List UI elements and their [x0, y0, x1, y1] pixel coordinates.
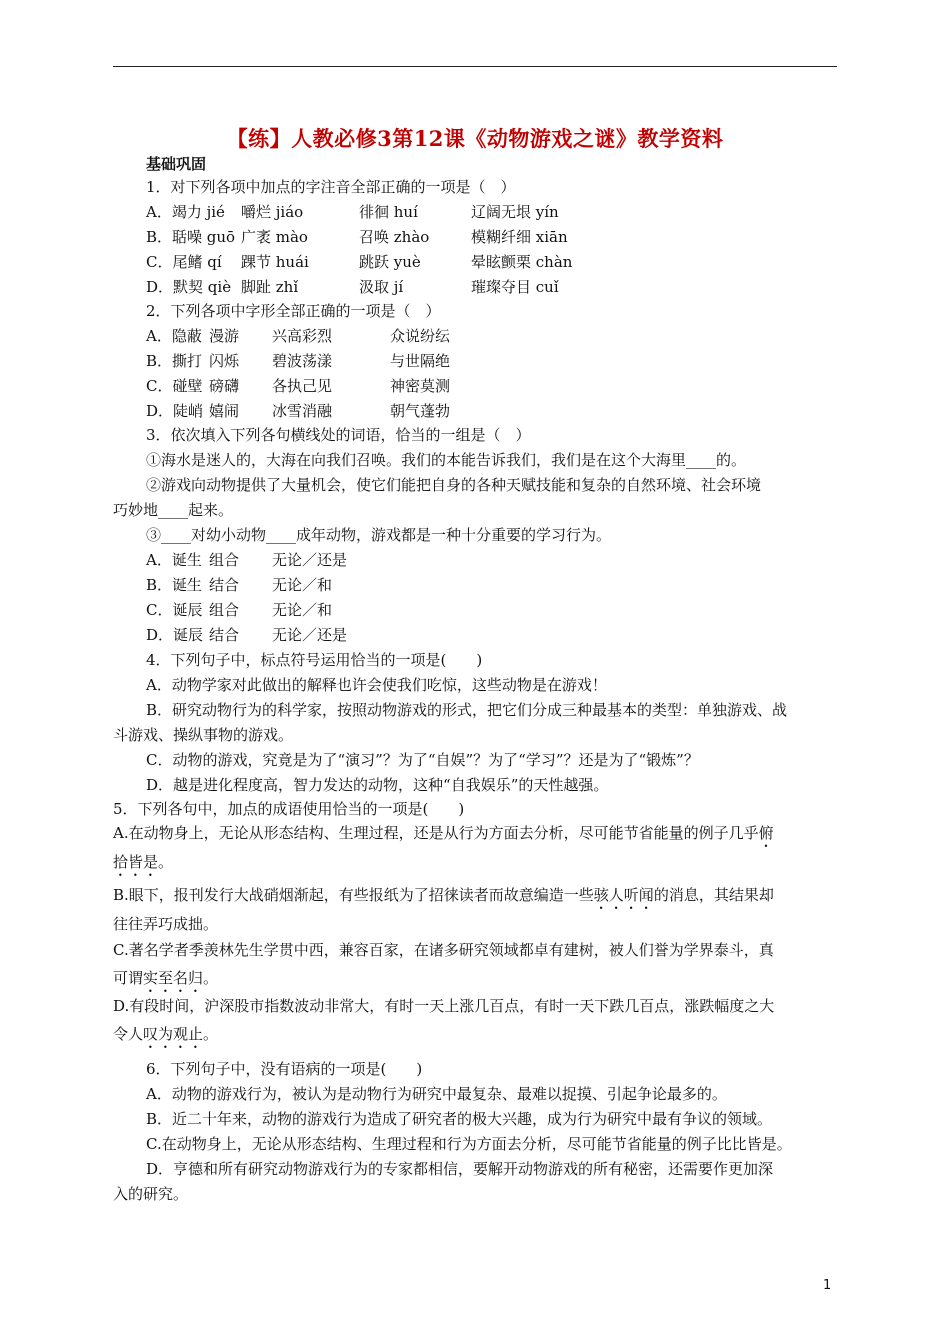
q2-c-2: 磅礴: [209, 377, 240, 395]
q3-sentence-2-cont: 巧妙地____起来。: [113, 501, 234, 519]
q1-b-2: 广袤 mào: [241, 228, 308, 246]
q5-option-a: [113, 822, 774, 851]
q3-sentence-2: ②游戏向动物提供了大量机会，使它们能把自身的各种天赋技能和复杂的自然环境、社会环境: [146, 476, 762, 494]
q5-option-b: [113, 884, 774, 913]
q4-option-b: B．研究动物行为的科学家，按照动物游戏的形式，把它们分成三种最基本的类型：单独游戏、战: [146, 701, 788, 719]
q3-d-2: 结合: [209, 626, 240, 644]
q1-option-d: [146, 276, 559, 298]
q5-b-text-post: 的消息，其结果却: [653, 886, 774, 904]
q5-c-dotted: 实至名归: [143, 969, 204, 987]
q3-c-1: C．诞辰: [146, 601, 203, 619]
document-title: 【练】人教必修3第12课《动物游戏之谜》教学资料: [226, 126, 724, 151]
q5-option-b-cont: 往往弄巧成拙。: [113, 915, 219, 933]
q4-option-d: D．越是进化程度高，智力发达的动物，这种“自我娱乐”的天性越强。: [146, 776, 609, 794]
q5-option-c-cont: [113, 967, 218, 996]
q1-stem: 1．对下列各项中加点的字注音全部正确的一项是（ ）: [146, 178, 516, 196]
q3-a-2: 组合: [209, 551, 240, 569]
q2-stem: 2．下列各项中字形全部正确的一项是（ ）: [146, 302, 441, 320]
q6-option-d: D．亨德和所有研究动物游戏行为的专家都相信，要解开动物游戏的所有秘密，还需要作更加深: [146, 1160, 774, 1178]
q5-a-text: A.在动物身上，无论从形态结构、生理过程，还是从行为方面去分析，尽可能节省能量的例子几乎: [113, 824, 759, 842]
q2-b-4: 与世隔绝: [390, 352, 451, 370]
q5-option-d-cont: [113, 1023, 218, 1052]
q6-stem: 6．下列句子中，没有语病的一项是( ): [146, 1060, 423, 1078]
q1-d-3: 汲取 jí: [359, 278, 404, 296]
q2-a-1: A．隐蔽: [146, 327, 202, 345]
q3-a-1: A．诞生: [146, 551, 202, 569]
q2-option-b: [146, 350, 450, 372]
q6-option-c: C.在动物身上，无论从形态结构、生理过程和行为方面去分析，尽可能节省能量的例子比比皆是。: [146, 1135, 792, 1153]
q2-a-4: 众说纷纭: [390, 327, 451, 345]
q3-option-a: [146, 549, 347, 571]
q1-a-3: 徘徊 huí: [359, 203, 418, 221]
q3-sentence-3: ③____对幼小动物____成年动物，游戏都是一种十分重要的学习行为。: [146, 526, 612, 544]
q2-option-c: [146, 375, 450, 397]
q4-option-c: C．动物的游戏，究竟是为了“演习”？为了“自娱”？为了“学习”？还是为了“锻炼”？: [146, 751, 699, 769]
q4-option-b-cont: 斗游戏、操纵事物的游戏。: [113, 726, 294, 744]
q2-b-1: B．撕打: [146, 352, 203, 370]
q1-a-2: 嚼烂 jiáo: [241, 203, 304, 221]
q1-b-4: 模糊纤细 xiān: [471, 228, 568, 246]
q5-d-dotted: 叹为观止: [143, 1025, 204, 1043]
q2-d-3: 冰雪消融: [272, 402, 333, 420]
q5-option-c: C.著名学者季羡林先生学贯中西，兼容百家，在诸多研究领域都卓有建树，被人们誉为学界泰斗，真: [113, 941, 774, 959]
q1-b-1: B．聒噪 guō: [146, 228, 236, 246]
q5-option-d: D.有段时间，沪深股市指数波动非常大，有时一天上涨几百点，有时一天下跌几百点，涨跌幅度之大: [113, 997, 775, 1015]
q2-a-3: 兴高彩烈: [272, 327, 333, 345]
q3-d-1: D．诞辰: [146, 626, 204, 644]
q1-b-3: 召唤 zhào: [359, 228, 430, 246]
q1-d-4: 璀璨夺目 cuǐ: [471, 278, 559, 296]
q1-a-4: 辽阔无垠 yín: [471, 203, 559, 221]
q1-c-4: 晕眩颤栗 chàn: [471, 253, 573, 271]
q2-d-2: 嬉闹: [209, 402, 240, 420]
q3-option-b: [146, 574, 332, 596]
q1-c-3: 跳跃 yuè: [359, 253, 421, 271]
q2-option-d: [146, 400, 450, 422]
q1-option-c: [146, 251, 572, 273]
header-rule: [113, 66, 837, 67]
q3-sentence-1: ①海水是迷人的，大海在向我们召唤。我们的本能告诉我们，我们是在这个大海里____的。: [146, 451, 747, 469]
q3-b-1: B．诞生: [146, 576, 203, 594]
q5-a-dotted-2: 拾皆是: [113, 853, 159, 871]
q1-d-1: D．默契 qiè: [146, 278, 232, 296]
q6-option-a: A．动物的游戏行为，被认为是动物行为研究中最复杂、最难以捉摸、引起争论最多的。: [146, 1085, 727, 1103]
q2-c-3: 各执己见: [272, 377, 333, 395]
q5-b-text: B.眼下，报刊发行大战硝烟渐起，有些报纸为了招徕读者而故意编造一些: [113, 886, 594, 904]
q5-a-end: 。: [158, 853, 174, 871]
q5-b-dotted: 骇人听闻: [593, 886, 654, 904]
q5-option-a-cont: [113, 851, 173, 880]
q3-b-3: 无论／和: [272, 576, 333, 594]
section-heading: 基础巩固: [146, 155, 207, 173]
q1-c-2: 踝节 huái: [241, 253, 309, 271]
q4-stem: 4．下列句子中，标点符号运用恰当的一项是( ): [146, 651, 483, 669]
q2-c-1: C．碰壁: [146, 377, 203, 395]
q3-d-3: 无论／还是: [272, 626, 348, 644]
q6-option-b: B．近二十年来，动物的游戏行为造成了研究者的极大兴趣，成为行为研究中最有争议的领域。: [146, 1110, 773, 1128]
q3-a-3: 无论／还是: [272, 551, 348, 569]
q2-b-2: 闪烁: [209, 352, 240, 370]
q5-c-pre: 可谓: [113, 969, 144, 987]
page-number: 1: [823, 1278, 832, 1293]
q5-d-end: 。: [203, 1025, 219, 1043]
q3-stem: 3．依次填入下列各句横线处的词语，恰当的一组是（ ）: [146, 426, 531, 444]
q3-option-d: [146, 624, 347, 646]
q2-option-a: [146, 325, 450, 347]
q1-option-a: [146, 201, 559, 223]
q4-option-a: A．动物学家对此做出的解释也许会使我们吃惊，这些动物是在游戏！: [146, 676, 607, 694]
q3-c-2: 组合: [209, 601, 240, 619]
q3-option-c: [146, 599, 332, 621]
q1-c-1: C．尾鳍 qí: [146, 253, 222, 271]
q2-d-1: D．陡峭: [146, 402, 204, 420]
q2-b-3: 碧波荡漾: [272, 352, 333, 370]
q5-a-dotted-1: 俯: [758, 824, 774, 842]
q5-d-pre: 令人: [113, 1025, 144, 1043]
q2-d-4: 朝气蓬勃: [390, 402, 451, 420]
q6-option-d-cont: 入的研究。: [113, 1185, 189, 1203]
q3-b-2: 结合: [209, 576, 240, 594]
q3-c-3: 无论／和: [272, 601, 333, 619]
q2-a-2: 漫游: [209, 327, 240, 345]
q1-a-1: A．竭力 jié: [146, 203, 225, 221]
q1-d-2: 脚趾 zhǐ: [241, 278, 299, 296]
q5-stem: 5．下列各句中，加点的成语使用恰当的一项是( ): [113, 800, 465, 818]
q5-c-end: 。: [203, 969, 219, 987]
q1-option-b: [146, 226, 568, 248]
q2-c-4: 神密莫测: [390, 377, 451, 395]
